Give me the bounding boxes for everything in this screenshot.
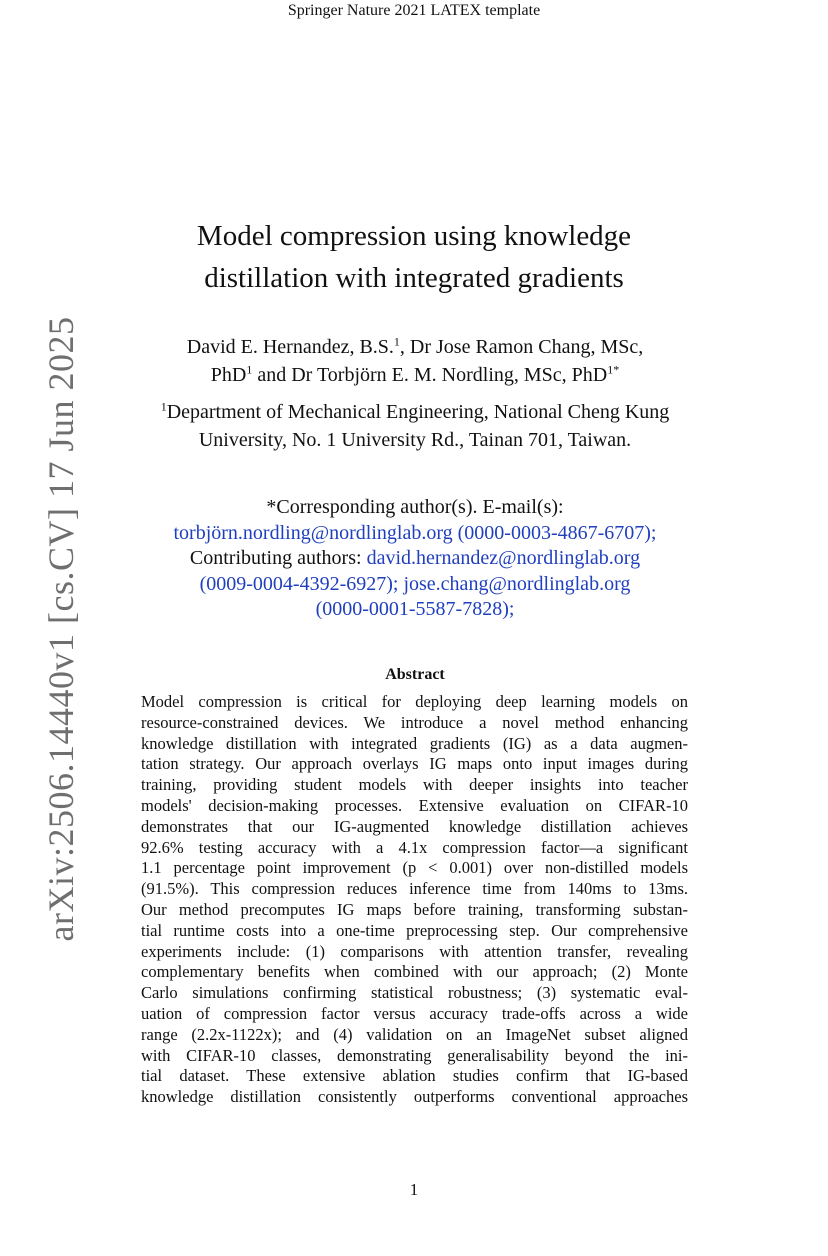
email-link-2[interactable]: david.hernandez@nordlinglab.org [366, 547, 641, 569]
abstract-line: tial runtime costs into a one-time preprocessing step. Our comprehensive [141, 920, 688, 940]
author-3: and Dr Torbjörn E. M. Nordling, MSc, PhD [252, 364, 608, 386]
abstract-body [141, 692, 688, 1108]
affiliation-marker: 1 [160, 399, 167, 414]
abstract-line: Carlo simulations confirming statistical robustness; (3) systematic eval- [141, 983, 688, 1003]
author-1-affil: 1 [393, 334, 400, 349]
abstract-line: experiments include: (1) comparisons with attention transfer, revealing [141, 941, 688, 961]
abstract-line: training, providing student models with deeper insights into teacher [141, 775, 688, 795]
abstract-heading: Abstract [385, 666, 445, 683]
abstract-line: demonstrates that our IG-augmented knowledge distillation achieves [141, 816, 688, 836]
abstract-line: (91.5%). This compression reduces inference time from 140ms to 13ms. [141, 879, 688, 899]
affiliation-line-1: Department of Mechanical Engineering, National Cheng Kung [166, 401, 670, 423]
page-number: 1 [409, 1180, 419, 1199]
affiliation [115, 398, 715, 454]
title-line-2: distillation with integrated gradients [204, 262, 624, 294]
author-2-degree: PhD [210, 364, 247, 386]
abstract-line: range (2.2x-1122x); and (4) validation on an ImageNet subset aligned [141, 1024, 688, 1044]
running-header: Springer Nature 2021 LATEX template [287, 2, 541, 19]
abstract-line: tial dataset. These extensive ablation studies confirm that IG-based [141, 1066, 688, 1086]
paper-title [140, 215, 688, 299]
affiliation-line-2: University, No. 1 University Rd., Tainan 701, Taiwan. [198, 429, 632, 451]
abstract-line: 92.6% testing accuracy with a 4.1x compression factor—a significant [141, 837, 688, 857]
abstract-line: 1.1 percentage point improvement (p < 0.001) over non-distilled models [141, 858, 688, 878]
abstract-line: complementary benefits when combined with our approach; (2) Monte [141, 962, 688, 982]
author-list [115, 333, 715, 389]
contributing-label: Contributing authors: [189, 547, 367, 569]
abstract-line: Model compression is critical for deploying deep learning models on [141, 692, 688, 711]
corresponding-info [115, 495, 715, 623]
email-link-3[interactable]: (0009-0004-4392-6927); jose.chang@nordlinglab.org [199, 572, 631, 595]
abstract-line: models' decision-making processes. Extensive evaluation on CIFAR-10 [141, 795, 688, 815]
arxiv-side-label: arXiv:2506.14440v1 [cs.CV] 17 Jun 2025 [41, 316, 81, 942]
orcid-link-3[interactable]: (0000-0001-5587-7828); [315, 598, 515, 620]
author-2: , Dr Jose Ramon Chang, MSc, [399, 336, 644, 358]
abstract-line: resource-constrained devices. We introduce a novel method enhancing [141, 712, 688, 732]
abstract-line: Our method precomputes IG maps before training, transforming substan- [141, 899, 688, 919]
abstract-line: tation strategy. Our approach overlays IG maps onto input images during [141, 754, 688, 774]
author-1: David E. Hernandez, B.S. [186, 336, 394, 358]
title-line-1: Model compression using knowledge [196, 220, 632, 252]
abstract-line: knowledge distillation consistently outperforms conventional approaches [141, 1087, 688, 1107]
author-3-affil: 1* [607, 362, 620, 377]
abstract-line: uation of compression factor versus accuracy trade-offs across a wide [141, 1003, 688, 1023]
abstract-line: with CIFAR-10 classes, demonstrating generalisability beyond the ini- [141, 1045, 688, 1065]
author-2-affil: 1 [246, 362, 253, 377]
email-link-1[interactable]: torbjörn.nordling@nordlinglab.org (0000-0003-4867-6707); [173, 521, 657, 544]
abstract-line: knowledge distillation with integrated gradients (IG) as a data augmen- [141, 733, 688, 753]
corresponding-label: *Corresponding author(s). E-mail(s): [266, 496, 564, 518]
